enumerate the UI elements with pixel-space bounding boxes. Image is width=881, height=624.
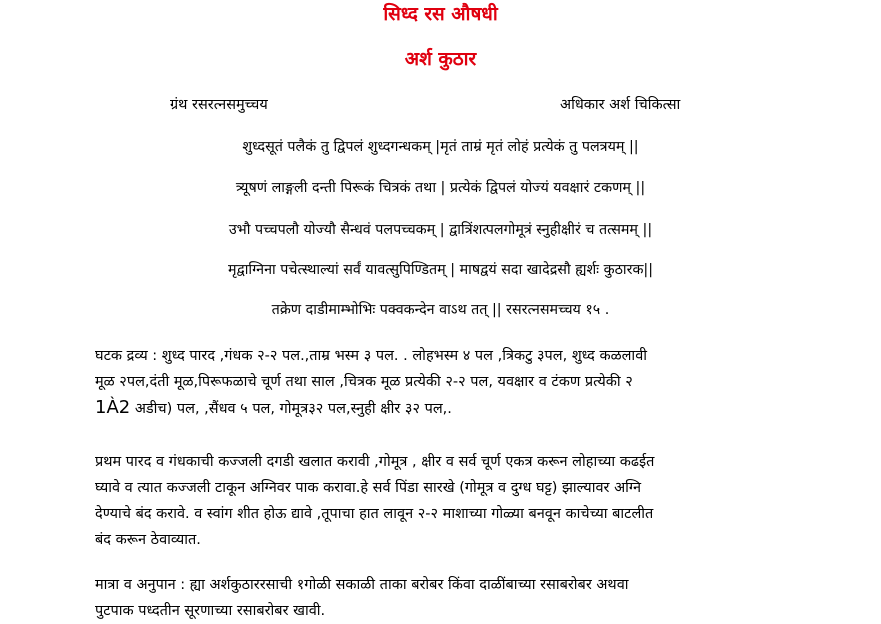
ingredients-fraction: 1À2 xyxy=(95,397,131,418)
ingredients-paragraph xyxy=(95,343,840,422)
shloka-line: मृद्वाग्निना पचेत्स्थाल्यां सर्वं यावत्सुपिण्डितम् | माषद्वयं सदा खादेद्रसौ ह्यर्शः कुठारक|| xyxy=(227,262,654,278)
dosage-line: मात्रा व अनुपान : ह्या अर्शकुठाररसाची १गोळी सकाळी ताका बरोबर किंवा दाळींबाच्या रसाबरोबर अथवा xyxy=(95,577,629,593)
method-paragraph xyxy=(95,449,840,553)
ingredients-line: घटक द्रव्य : शुध्द पारद ,गंधक २-२ पल.,ताम्र भस्म ३ पल. . लोहभस्म ४ पल ,त्रिकटु ३पल, शुध्द कळलावी xyxy=(95,348,648,364)
shloka-line: शुध्दसूतं पलैकं तु द्विपलं शुध्दगन्धकम् |मृतं ताम्रं मृतं लोहं प्रत्येकं तु पलत्रयम् || xyxy=(242,139,639,155)
ingredients-line xyxy=(95,395,840,422)
shloka-line: तक्रेण दाडीमाम्भोभिः पक्वकन्देन वाऽथ तत् || रसरत्नसमच्चय १५ . xyxy=(271,302,610,318)
ingredients-line-rest: अडीच) पल, ,सैंधव ५ पल, गोमूत्र३२ पल,स्नुही क्षीर ३२ पल,. xyxy=(130,401,452,417)
dosage-paragraph xyxy=(95,572,840,624)
method-line: प्रथम पारद व गंधकाची कज्जली दगडी खलात करावी ,गोमूत्र , क्षीर व सर्व चूर्ण एकत्र करून लोहाच्या कढईत xyxy=(95,454,655,470)
method-line: बंद करून ठेवाव्यात. xyxy=(95,532,201,548)
shloka-line: उभौ पच्चपलौ योज्यौ सैन्धवं पलपच्चकम् | द्वात्रिंशत्पलगोमूत्रं स्नुहीक्षीरं च तत्समम् || xyxy=(228,222,653,238)
ingredients-line: मूळ २पल,दंती मूळ,पिरूफळाचे चूर्ण तथा साल ,चित्रक मूळ प्रत्येकी २-२ पल, यवक्षार व टंकण प्रत्येकी २ xyxy=(95,374,633,390)
granth-reference: ग्रंथ रसरत्नसमुच्चय xyxy=(170,97,268,113)
method-line: देण्याचे बंद करावे. व स्वांग शीत होऊ द्यावे ,तूपाचा हात लावून २-२ माशाच्या गोळ्या बनवून काचेच्या बाटलीत xyxy=(95,506,654,522)
shloka-line: त्र्यूषणं लाङ्गली दन्ती पिरूकं चित्रकं तथा | प्रत्येकं द्विपलं योज्यं यवक्षारं टकणम् || xyxy=(235,180,646,196)
document-title: सिध्द रस औषधी xyxy=(383,4,498,25)
dosage-line: पुटपाक पध्दतीन सूरणाच्या रसाबरोबर खावी. xyxy=(95,603,326,619)
adhikar-reference: अधिकार अर्श चिकित्सा xyxy=(560,97,681,113)
method-line: घ्यावे व त्यात कज्जली टाकून अग्निवर पाक करावा.हे सर्व पिंडा सारखे (गोमूत्र व दुग्ध घट्ट) झाल्यावर अग्नि xyxy=(95,480,642,496)
document-subtitle: अर्श कुठार xyxy=(404,49,477,70)
